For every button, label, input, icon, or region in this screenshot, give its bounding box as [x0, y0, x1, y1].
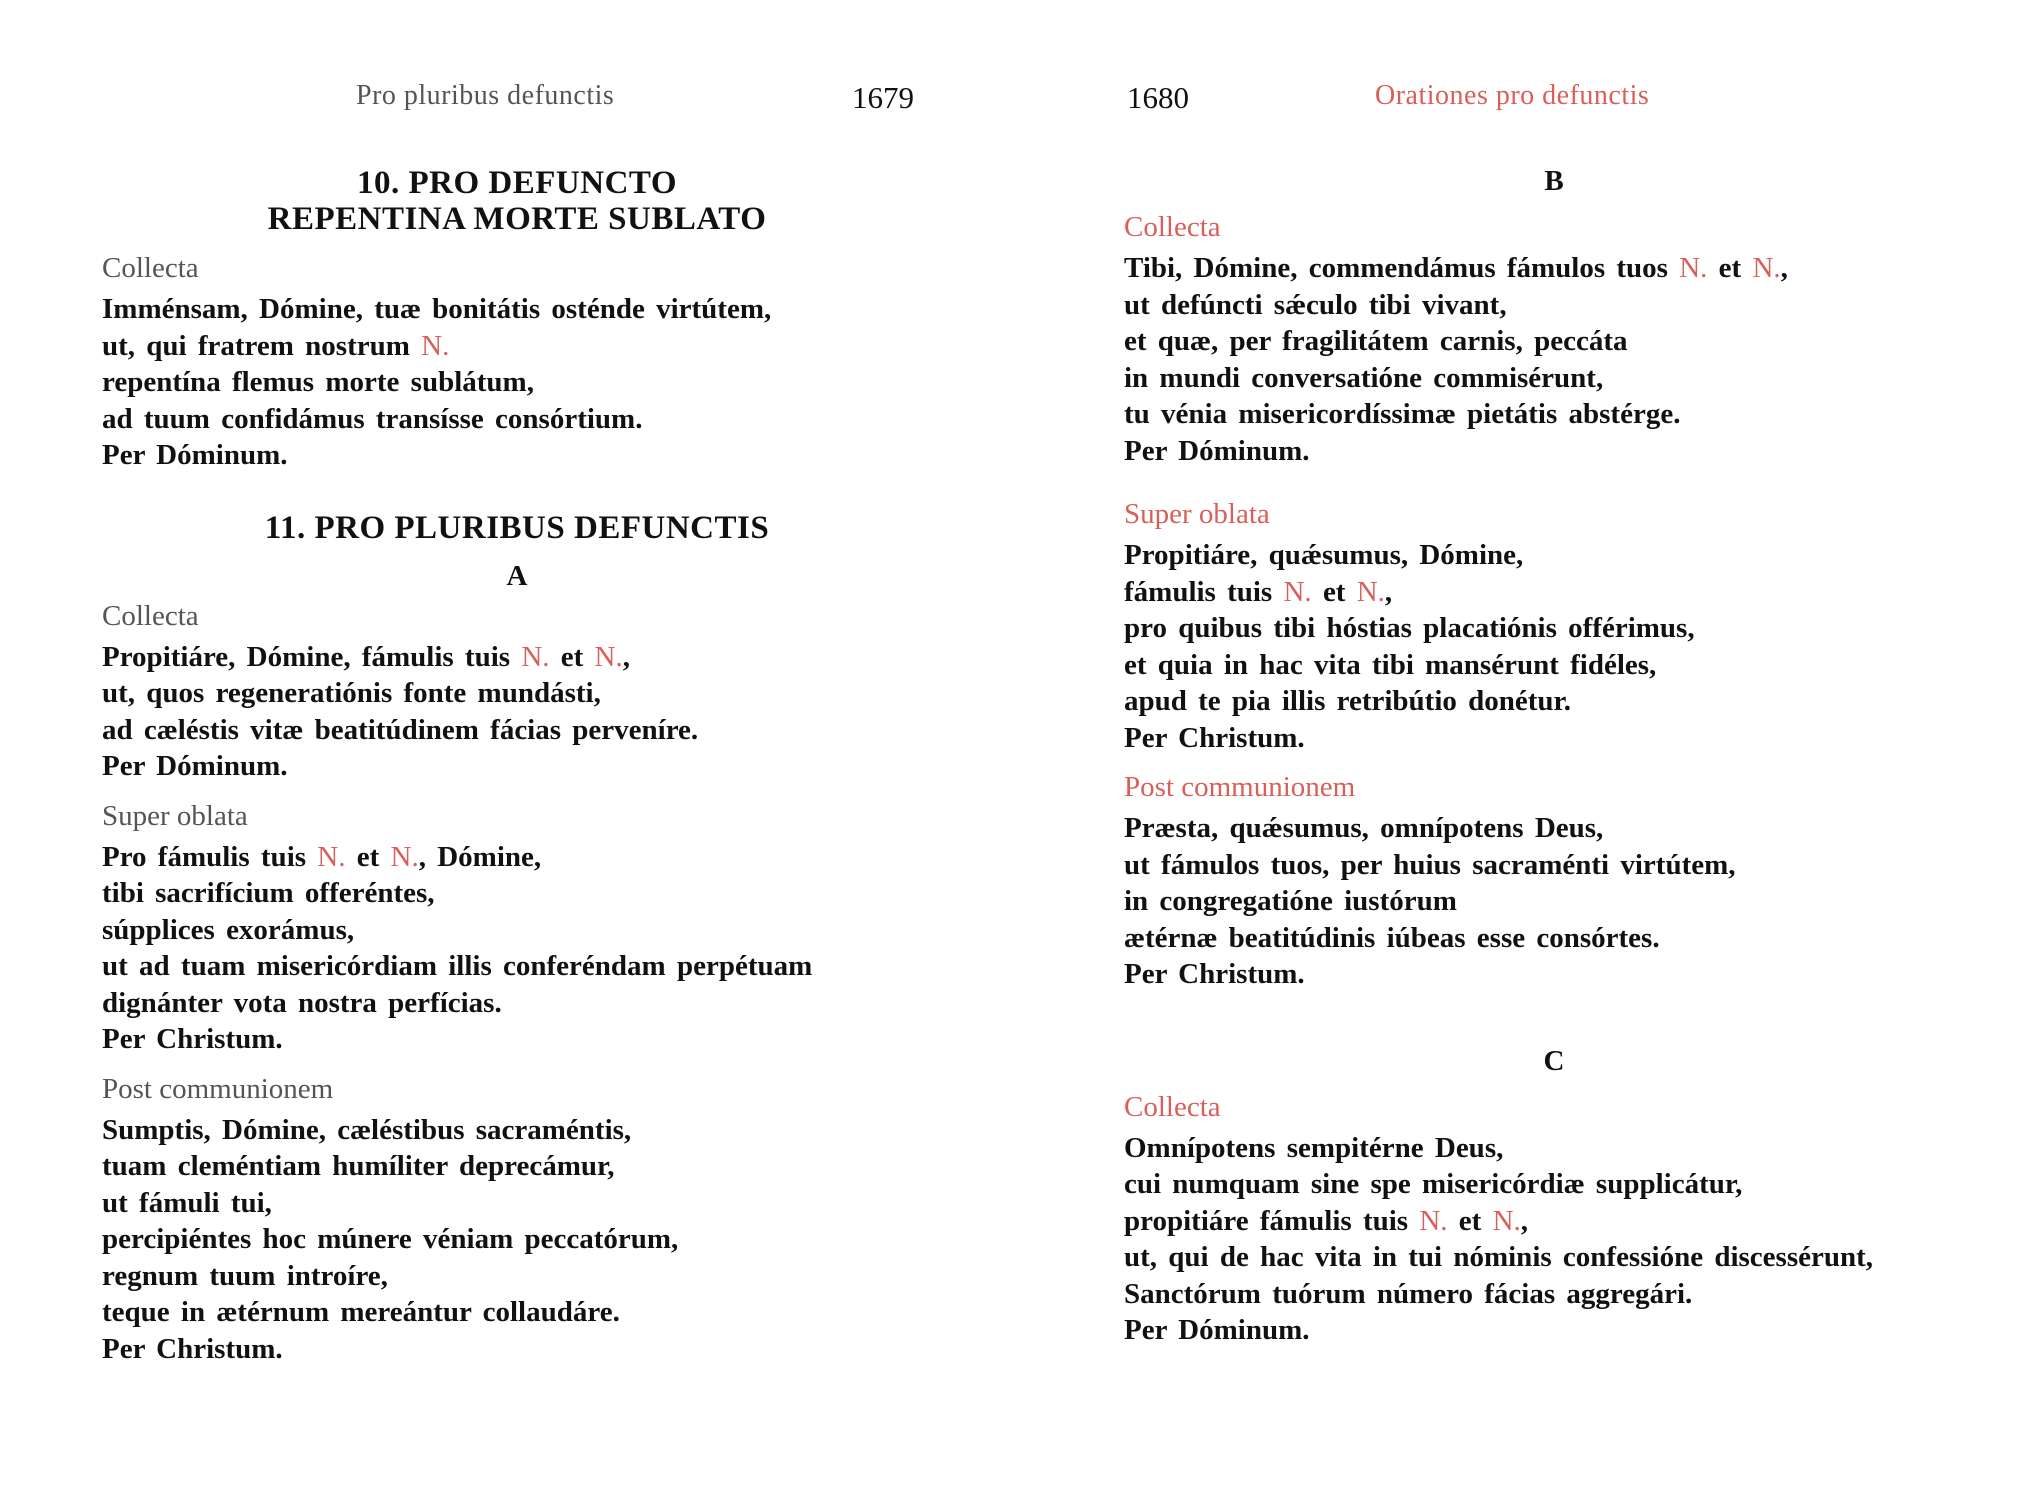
- verse-line: dignánter vota nostra perfícias.: [102, 986, 502, 1019]
- verse-line: repentína flemus morte sublátum,: [102, 366, 534, 398]
- verse-line: in mundi conversatióne commisérunt,: [1124, 361, 1604, 394]
- verse-line: ut ad tuam misericórdiam illis conferéndam perpétuam: [102, 950, 813, 982]
- verse-line: Omnípotens sempitérne Deus,: [1124, 1131, 1504, 1164]
- post-communionem-text: [102, 1112, 932, 1368]
- super-oblata-text: [102, 839, 932, 1058]
- verse-line: Per Christum.: [1124, 958, 1305, 990]
- verse-fragment: ut, qui fratrem nostrum: [102, 329, 422, 362]
- verse-line: Imménsam, Dómine, tuæ bonitátis osténde virtútem,: [102, 293, 772, 325]
- verse-line: Per Christum.: [102, 1023, 283, 1055]
- collecta-label: Collecta: [102, 252, 199, 284]
- name-placeholder: N.: [421, 329, 450, 362]
- post-communionem-label: Post communionem: [1124, 771, 1356, 803]
- verse-fragment: fámulis tuis: [1124, 575, 1284, 608]
- verse-fragment: , Dómine,: [418, 840, 542, 873]
- name-placeholder: N.: [594, 640, 623, 673]
- name-placeholder: N.: [1492, 1204, 1521, 1237]
- verse-line: ætérnæ beatitúdinis iúbeas esse consórtes.: [1124, 921, 1660, 954]
- left-column: [102, 165, 932, 1367]
- verse-fragment: ,: [1780, 252, 1788, 284]
- verse-line: Sanctórum tuórum número fácias aggregári.: [1124, 1277, 1693, 1310]
- verse-line: Per Dóminum.: [1124, 434, 1310, 467]
- collecta-label: Collecta: [1124, 211, 1221, 243]
- super-oblata-text: [1124, 537, 1984, 756]
- verse-line: Per Christum.: [102, 1332, 283, 1365]
- verse-line: tuam cleméntiam humíliter deprecámur,: [102, 1150, 615, 1182]
- verse-line: ut fámuli tui,: [102, 1186, 272, 1219]
- right-column: [1124, 165, 1984, 1349]
- super-oblata-label: Super oblata: [1124, 498, 1270, 530]
- section-11-title: 11. PRO PLURIBUS DEFUNCTIS: [264, 509, 770, 546]
- verse-fragment: Propitiáre, Dómine, fámulis tuis: [102, 640, 522, 673]
- verse-line: pro quibus tibi hóstias placatiónis offérimus,: [1124, 612, 1695, 644]
- verse-line: Per Dóminum.: [102, 439, 288, 471]
- running-head-left: Pro pluribus defunctis: [356, 80, 615, 111]
- verse-line: teque in ætérnum mereántur collaudáre.: [102, 1296, 620, 1328]
- collecta-label: Collecta: [1124, 1090, 1221, 1123]
- verse-line: Per Dóminum.: [102, 750, 288, 782]
- verse-line: cui numquam sine spe misericórdiæ supplicátur,: [1124, 1168, 1743, 1200]
- section-c: [1124, 1045, 1984, 1349]
- verse-line: [1124, 250, 1984, 287]
- verse-line: ut, quos regeneratiónis fonte mundásti,: [102, 677, 601, 709]
- name-placeholder: N.: [390, 840, 419, 873]
- name-placeholder: N.: [521, 640, 550, 673]
- collecta-label: Collecta: [102, 599, 199, 632]
- verse-fragment: et: [345, 840, 391, 873]
- right-page: [1011, 0, 2022, 1500]
- verse-line: súpplices exorámus,: [102, 913, 355, 946]
- collecta-text: [102, 291, 932, 474]
- section-10-title-line1: 10. PRO DEFUNCTO: [357, 165, 677, 201]
- verse-line: [102, 328, 932, 365]
- verse-line: [1124, 1203, 1984, 1240]
- verse-line: ut fámulos tuos, per huius sacraménti virtútem,: [1124, 848, 1736, 881]
- verse-line: ut, qui de hac vita in tui nóminis confessióne discessérunt,: [1124, 1241, 1874, 1273]
- section-letter-a: A: [506, 559, 528, 592]
- super-oblata-label: Super oblata: [102, 799, 248, 832]
- name-placeholder: N.: [1419, 1204, 1448, 1237]
- name-placeholder: N.: [1356, 575, 1385, 608]
- verse-line: percipiéntes hoc múnere véniam peccatórum,: [102, 1223, 679, 1255]
- verse-line: ad cæléstis vitæ beatitúdinem fácias perveníre.: [102, 713, 699, 746]
- section-letter-b: B: [1544, 165, 1564, 197]
- section-11: [102, 510, 932, 1368]
- verse-line: [102, 839, 932, 876]
- verse-fragment: et: [1447, 1204, 1493, 1237]
- verse-fragment: ,: [622, 640, 630, 673]
- verse-line: [102, 639, 932, 676]
- section-letter-c: C: [1543, 1044, 1565, 1077]
- verse-fragment: et: [1707, 252, 1753, 284]
- verse-line: Sumptis, Dómine, cæléstibus sacraméntis,: [102, 1113, 632, 1146]
- verse-line: Per Christum.: [1124, 721, 1305, 754]
- verse-fragment: ,: [1520, 1204, 1529, 1237]
- collecta-text: [1124, 1130, 1984, 1349]
- verse-line: tu vénia misericordíssimæ pietátis abstérge.: [1124, 398, 1681, 430]
- verse-line: ut defúncti sǽculo tibi vivant,: [1124, 288, 1507, 321]
- page-number-left: 1679: [852, 80, 914, 115]
- name-placeholder: N.: [1679, 252, 1708, 284]
- post-communionem-label: Post communionem: [102, 1072, 334, 1105]
- verse-fragment: propitiáre fámulis tuis: [1124, 1204, 1420, 1237]
- verse-fragment: et: [1311, 575, 1357, 608]
- name-placeholder: N.: [1283, 575, 1312, 608]
- verse-line: et quæ, per fragilitátem carnis, peccáta: [1124, 325, 1628, 357]
- verse-fragment: Tibi, Dómine, commendámus fámulos tuos: [1124, 252, 1680, 284]
- verse-line: ad tuum confidámus transísse consórtium.: [102, 402, 643, 435]
- name-placeholder: N.: [1752, 252, 1781, 284]
- verse-line: [1124, 574, 1984, 611]
- section-10: [102, 165, 932, 474]
- verse-line: Propitiáre, quǽsumus, Dómine,: [1124, 539, 1524, 571]
- verse-fragment: ,: [1384, 575, 1393, 608]
- section-b: [1124, 165, 1984, 993]
- collecta-text: [102, 639, 932, 785]
- running-head-right: Orationes pro defunctis: [1375, 80, 1650, 111]
- collecta-text: [1124, 250, 1984, 469]
- verse-line: in congregatióne iustórum: [1124, 885, 1457, 917]
- verse-line: regnum tuum introíre,: [102, 1259, 388, 1292]
- section-10-title: [102, 165, 932, 237]
- verse-fragment: Pro fámulis tuis: [102, 840, 318, 873]
- post-communionem-text: [1124, 810, 1984, 993]
- page-number-right: 1680: [1127, 80, 1189, 115]
- verse-fragment: et: [549, 640, 595, 673]
- name-placeholder: N.: [317, 840, 346, 873]
- verse-line: et quia in hac vita tibi mansérunt fidéles,: [1124, 648, 1657, 681]
- verse-line: tibi sacrifícium offeréntes,: [102, 877, 435, 909]
- verse-line: apud te pia illis retribútio donétur.: [1124, 685, 1572, 717]
- section-10-title-line2: REPENTINA MORTE SUBLATO: [267, 201, 767, 237]
- verse-line: Per Dóminum.: [1124, 1314, 1310, 1346]
- verse-line: Præsta, quǽsumus, omnípotens Deus,: [1124, 812, 1604, 844]
